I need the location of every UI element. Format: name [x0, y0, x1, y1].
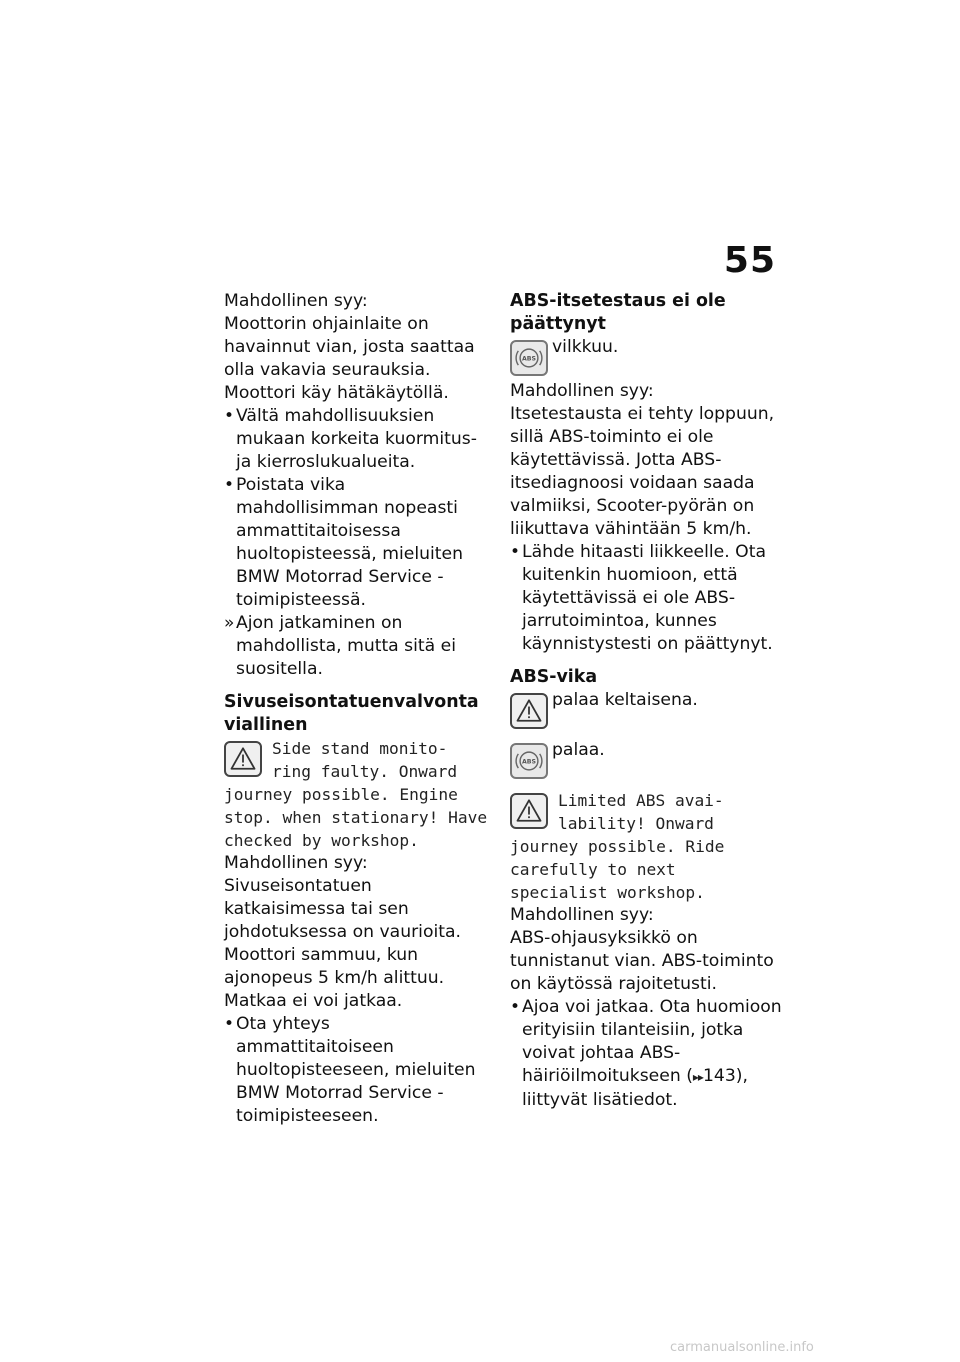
- bullet-text: Ota yhteys ammattitaitoiseen huoltopisteeseen, mieluiten BMW Motorrad Service -toimipisteeseen.: [236, 1014, 476, 1126]
- display-text-line: ring faulty. Onward: [272, 762, 458, 781]
- cause-label: Mahdollinen syy:: [224, 291, 368, 311]
- bullet-item: [224, 474, 490, 612]
- bullet-text: Lähde hitaasti liikkeelle. Ota kuitenkin huomioon, että käytettävissä ei ole ABS-jarrutoimintoa, kunnes käynnistystesti on päättynyt.: [522, 542, 773, 654]
- abs-icon: [510, 340, 548, 376]
- indicator-line: [510, 336, 782, 380]
- result-item: [224, 612, 490, 681]
- indicator-text: palaa.: [552, 740, 605, 760]
- left-column: [224, 290, 490, 1128]
- cause-text: Sivuseisontatuen katkaisimessa tai sen johdotuksessa on vaurioita. Moottori sammuu, kun ajonopeus 5 km/h alittuu. Matkaa ei voi jatkaa.: [224, 876, 461, 1011]
- section-heading: ABS-vika: [510, 667, 598, 687]
- display-text: journey possible. Engine stop. when stationary! Have checked by workshop.: [224, 785, 488, 850]
- display-message: [510, 789, 782, 835]
- display-text-line: Side stand monito-: [272, 739, 448, 758]
- indicator-line: [510, 689, 782, 739]
- display-message: [224, 737, 490, 783]
- bullet-dot-icon: •: [510, 997, 521, 1017]
- site-watermark: carmanualsonline.info: [670, 1340, 814, 1355]
- cause-label: Mahdollinen syy:: [224, 853, 368, 873]
- bullet-text: Poistata vika mahdollisimman nopeasti ammattitaitoisessa huoltopisteessä, mieluiten BMW Motorrad Service -toimipisteessä.: [236, 475, 463, 610]
- bullet-dot-icon: •: [510, 542, 521, 562]
- display-text-line: Limited ABS avai-: [558, 791, 724, 810]
- indicator-text: palaa keltaisena.: [552, 690, 698, 710]
- cause-label: Mahdollinen syy:: [510, 381, 654, 401]
- bullet-dot-icon: •: [224, 406, 235, 426]
- abs-icon: [510, 743, 548, 779]
- bullet-text: [522, 996, 782, 1112]
- warning-triangle-icon: [510, 793, 548, 829]
- bullet-dot-icon: •: [224, 475, 235, 495]
- result-arrow-icon: »: [224, 613, 235, 633]
- indicator-text: vilkkuu.: [552, 337, 619, 357]
- page-reference-arrow-icon: ▸▸: [692, 1070, 703, 1084]
- warning-triangle-icon: [224, 741, 262, 777]
- cause-text: Moottorin ohjainlaite on havainnut vian, josta saattaa olla vakavia seurauksia. Moottori käy hätäkäytöllä.: [224, 314, 475, 403]
- bullet-text-start: Ajoa voi jatkaa. Ota huomioon erityisiin tilanteisiin, jotka voivat johtaa ABS-häiriöilmoitukseen (: [522, 997, 782, 1086]
- bullet-dot-icon: •: [224, 1014, 235, 1034]
- result-text: Ajon jatkaminen on mahdollista, mutta sitä ei suositella.: [236, 613, 456, 679]
- bullet-text: Vältä mahdollisuuksien mukaan korkeita kuormitus- ja kierroslukualueita.: [236, 406, 477, 472]
- bullet-item: [510, 996, 782, 1112]
- section-heading: ABS-itsetestaus ei ole päättynyt: [510, 291, 726, 334]
- section-heading: Sivuseisontatuenvalvonta viallinen: [224, 692, 479, 735]
- warning-triangle-icon: [510, 693, 548, 729]
- bullet-item: [224, 405, 490, 474]
- svg-text:ABS: ABS: [521, 355, 537, 363]
- display-text-line: lability! Onward: [558, 814, 714, 833]
- cause-text: Itsetestausta ei tehty loppuun, sillä ABS-toiminto ei ole käytettävissä. Jotta ABS-itsediagnoosi voidaan saada valmiiksi, Scooter-pyörän on liikuttava vähintään 5 km/h.: [510, 404, 775, 539]
- svg-text:ABS: ABS: [521, 758, 537, 766]
- cause-text: ABS-ohjausyksikkö on tunnistanut vian. ABS-toiminto on käytössä rajoitetusti.: [510, 928, 774, 994]
- bullet-item: [224, 1013, 490, 1128]
- bullet-item: [510, 541, 782, 656]
- bullet-text-end: ), liittyvät lisätiedot.: [522, 1066, 748, 1110]
- page-reference[interactable]: 143: [702, 1066, 736, 1086]
- right-column: [510, 290, 782, 1112]
- indicator-line: [510, 739, 782, 789]
- cause-label: Mahdollinen syy:: [510, 905, 654, 925]
- display-text: journey possible. Ride carefully to next specialist workshop.: [510, 837, 725, 902]
- page-number: 55: [723, 240, 776, 281]
